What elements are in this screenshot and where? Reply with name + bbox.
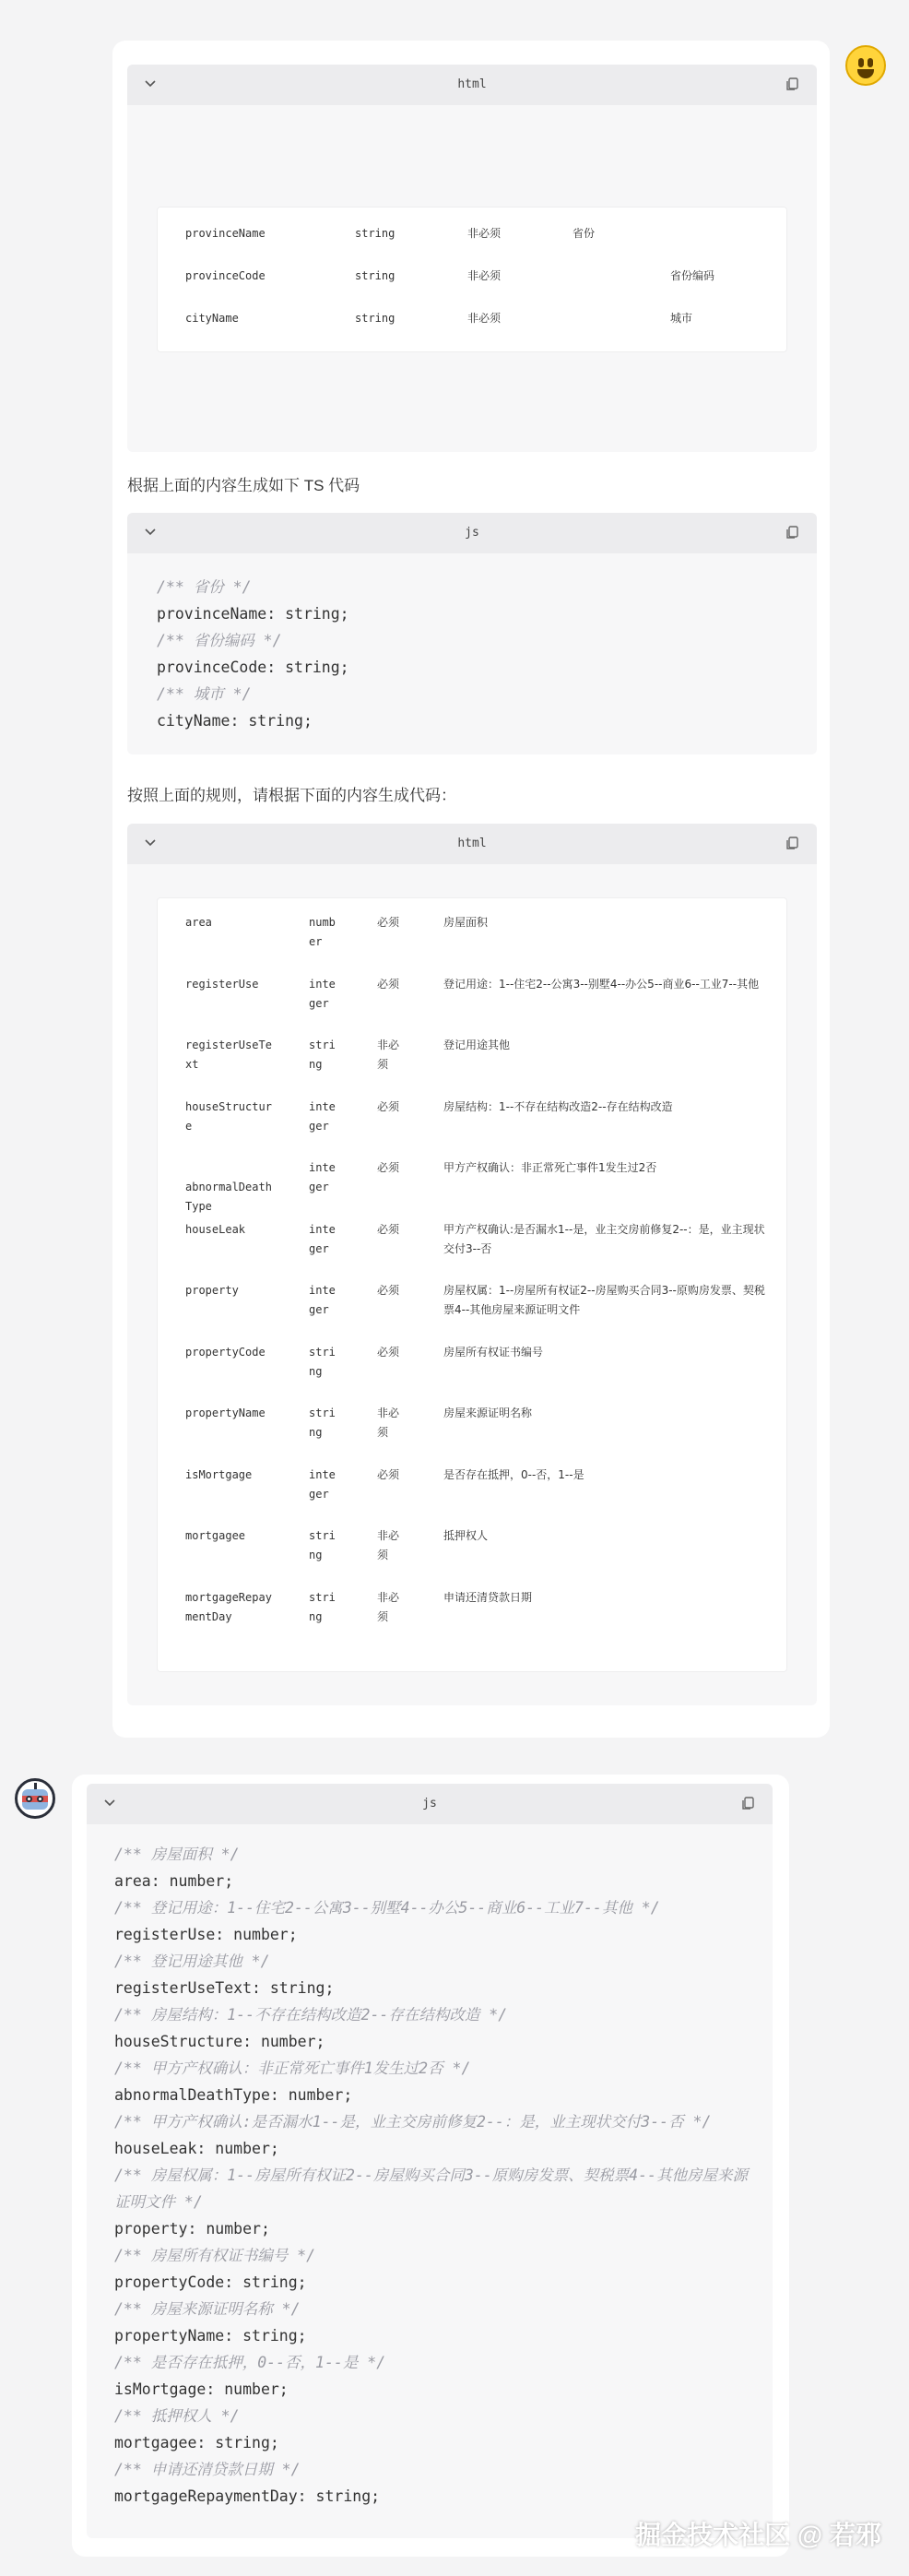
- code-block-header: [127, 513, 817, 553]
- code-statement-line: isMortgage: number;: [114, 2380, 289, 2398]
- table-cell-type: integer: [309, 1467, 336, 1501]
- code-statement-line: abnormalDeathType: number;: [114, 2086, 353, 2104]
- table-cell-type: integer: [309, 1161, 336, 1193]
- table-cell-type: string: [309, 1345, 336, 1378]
- table-cell-required: 必须: [377, 1099, 400, 1113]
- code-comment-line: /** 甲方产权确认：非正常死亡事件1发生过2否 */: [114, 2060, 471, 2077]
- field-table: [157, 207, 787, 352]
- code-block-js-1: [127, 513, 817, 754]
- code-statement-line: provinceCode: string;: [157, 659, 349, 676]
- table-cell-desc: 省份编码: [670, 269, 715, 282]
- table-cell-desc: 房屋来源证明名称: [443, 1407, 533, 1419]
- code-statement-line: cityName: string;: [157, 712, 313, 730]
- code-block-header: [127, 824, 817, 864]
- table-cell-type: string: [355, 269, 395, 282]
- table-cell-type: integer: [309, 1284, 336, 1316]
- user-avatar[interactable]: [845, 45, 886, 86]
- table-cell-type: number: [309, 916, 336, 948]
- copy-icon[interactable]: [784, 76, 800, 92]
- table-cell-field: registerUseText: [185, 1039, 272, 1071]
- table-cell-type: integer: [309, 1222, 336, 1255]
- table-cell-desc: 登记用途：1--住宅2--公寓3--别墅4--办公5--商业6--工业7--其他: [443, 977, 760, 991]
- prompt-text-2: 按照上面的规则，请根据下面的内容生成代码：: [127, 787, 456, 804]
- copy-icon[interactable]: [739, 1795, 756, 1811]
- code-comment-line: /** 房屋所有权证书编号 */: [114, 2247, 316, 2264]
- table-cell-required: 必须: [377, 977, 400, 991]
- table-cell-field: cityName: [185, 312, 239, 325]
- code-language-label: html: [457, 77, 487, 91]
- code-language-label: html: [457, 837, 487, 850]
- avatar-eye: [868, 58, 873, 67]
- code-comment-line: /** 省份 */: [157, 578, 252, 596]
- code-comment-line: /** 甲方产权确认:是否漏水1--是，业主交房前修复2--：是，业主现状交付3--否 */: [114, 2113, 712, 2131]
- code-statement-line: registerUse: number;: [114, 1926, 298, 1943]
- prompt-text-1: 根据上面的内容生成如下 TS 代码: [127, 477, 360, 494]
- code-content: [114, 1841, 750, 2510]
- code-comment-line: /** 登记用途其他 */: [114, 1953, 270, 1970]
- code-language-label: js: [422, 1797, 437, 1810]
- code-comment-line: /** 登记用途：1--住宅2--公寓3--别墅4--办公5--商业6--工业7--其他 */: [114, 1899, 660, 1917]
- code-comment-line: /** 是否存在抵押，0--否，1--是 */: [114, 2354, 386, 2371]
- code-comment-line: /** 房屋权属：1--房屋所有权证2--房屋购买合同3--原购房发票、契税票4--其他房屋来源证明文件 */: [114, 2166, 748, 2211]
- code-statement-line: property: number;: [114, 2220, 270, 2238]
- code-statement-line: propertyCode: string;: [114, 2273, 307, 2291]
- table-cell-field: area: [185, 916, 212, 929]
- avatar-mouth: [857, 69, 874, 78]
- table-cell-field: abnormalDeathType: [185, 1181, 272, 1213]
- copy-icon[interactable]: [784, 835, 800, 851]
- code-language-label: js: [465, 526, 479, 540]
- code-block-header: [87, 1784, 773, 1824]
- table-cell-desc: 是否存在抵押，0--否，1--是: [443, 1467, 584, 1481]
- copy-icon[interactable]: [784, 524, 800, 540]
- table-cell-desc: 甲方产权确认：非正常死亡事件1发生过2否: [443, 1161, 657, 1174]
- table-cell-desc: 省份: [573, 227, 596, 240]
- table-cell-field: mortgagee: [185, 1529, 246, 1542]
- table-cell-field: propertyName: [185, 1407, 266, 1419]
- table-cell-required: 非必须: [377, 1039, 400, 1071]
- table-cell-field: property: [185, 1284, 239, 1297]
- avatar-eye: [37, 1796, 43, 1802]
- table-cell-required: 非必须: [467, 269, 502, 282]
- code-statement-line: mortgagee: string;: [114, 2434, 279, 2451]
- code-statement-line: propertyName: string;: [114, 2327, 307, 2345]
- table-cell-desc: 房屋面积: [443, 916, 489, 929]
- table-cell-required: 非必须: [377, 1590, 400, 1623]
- code-statement-line: registerUseText: string;: [114, 1979, 335, 1997]
- table-cell-required: 必须: [377, 916, 400, 929]
- table-cell-desc: 甲方产权确认:是否漏水1--是，业主交房前修复2--：是，业主现状交付3--否: [443, 1222, 765, 1255]
- table-cell-type: string: [355, 312, 395, 325]
- table-cell-field: propertyCode: [185, 1345, 266, 1359]
- code-comment-line: /** 房屋面积 */: [114, 1846, 240, 1863]
- table-cell-type: integer: [309, 977, 336, 1010]
- field-table: [157, 897, 787, 1672]
- table-cell-desc: 抵押权人: [443, 1529, 489, 1542]
- code-comment-line: /** 城市 */: [157, 685, 252, 703]
- table-cell-required: 非必须: [377, 1407, 400, 1439]
- table-cell-required: 必须: [377, 1161, 400, 1174]
- table-cell-required: 非必须: [467, 312, 502, 325]
- table-cell-required: 非必须: [377, 1529, 400, 1561]
- code-block-header: [127, 65, 817, 105]
- avatar-eye: [858, 58, 864, 67]
- table-cell-field: mortgageRepaymentDay: [185, 1590, 272, 1623]
- table-cell-required: 必须: [377, 1467, 400, 1481]
- table-cell-desc: 房屋权属：1--房屋所有权证2--房屋购买合同3--原购房发票、契税票4--其他房屋来源证明文件: [443, 1284, 765, 1316]
- code-comment-line: /** 省份编码 */: [157, 632, 282, 649]
- code-statement-line: houseStructure: number;: [114, 2033, 325, 2050]
- code-comment-line: /** 房屋来源证明名称 */: [114, 2300, 301, 2318]
- table-cell-type: integer: [309, 1099, 336, 1133]
- code-comment-line: /** 抵押权人 */: [114, 2407, 240, 2425]
- table-cell-field: registerUse: [185, 977, 259, 991]
- table-cell-field: isMortgage: [185, 1467, 253, 1481]
- code-comment-line: /** 申请还清贷款日期 */: [114, 2461, 301, 2478]
- table-cell-type: string: [309, 1407, 336, 1439]
- code-block-html-2: [127, 824, 817, 1705]
- table-cell-required: 必须: [377, 1345, 400, 1359]
- code-content: [157, 574, 793, 734]
- table-cell-type: string: [309, 1529, 336, 1561]
- table-cell-required: 非必须: [467, 227, 502, 240]
- table-cell-desc: 申请还清贷款日期: [443, 1590, 533, 1604]
- bot-avatar[interactable]: [15, 1778, 55, 1819]
- code-comment-line: /** 房屋结构：1--不存在结构改造2--存在结构改造 */: [114, 2006, 508, 2024]
- table-cell-field: houseStructure: [185, 1099, 272, 1133]
- table-cell-desc: 房屋结构：1--不存在结构改造2--存在结构改造: [443, 1099, 673, 1113]
- table-cell-required: 必须: [377, 1222, 400, 1236]
- watermark: 掘金技术社区 @ 若邪: [635, 2521, 881, 2549]
- code-statement-line: provinceName: string;: [157, 605, 349, 623]
- table-cell-desc: 房屋所有权证书编号: [443, 1345, 544, 1359]
- table-cell-required: 必须: [377, 1284, 400, 1297]
- table-cell-type: string: [309, 1039, 336, 1071]
- table-cell-desc: 城市: [670, 312, 693, 325]
- table-cell-field: provinceCode: [185, 269, 266, 282]
- code-statement-line: mortgageRepaymentDay: string;: [114, 2487, 381, 2505]
- code-block-js-2: [87, 1784, 773, 2538]
- table-cell-type: string: [309, 1590, 336, 1623]
- code-statement-line: area: number;: [114, 1872, 234, 1890]
- avatar-eye: [26, 1796, 32, 1802]
- code-statement-line: houseLeak: number;: [114, 2140, 279, 2157]
- table-cell-desc: 登记用途其他: [443, 1039, 511, 1051]
- table-cell-type: string: [355, 227, 395, 240]
- code-block-html-1: [127, 65, 817, 452]
- table-cell-field: houseLeak: [185, 1222, 246, 1236]
- table-cell-field: provinceName: [185, 227, 266, 240]
